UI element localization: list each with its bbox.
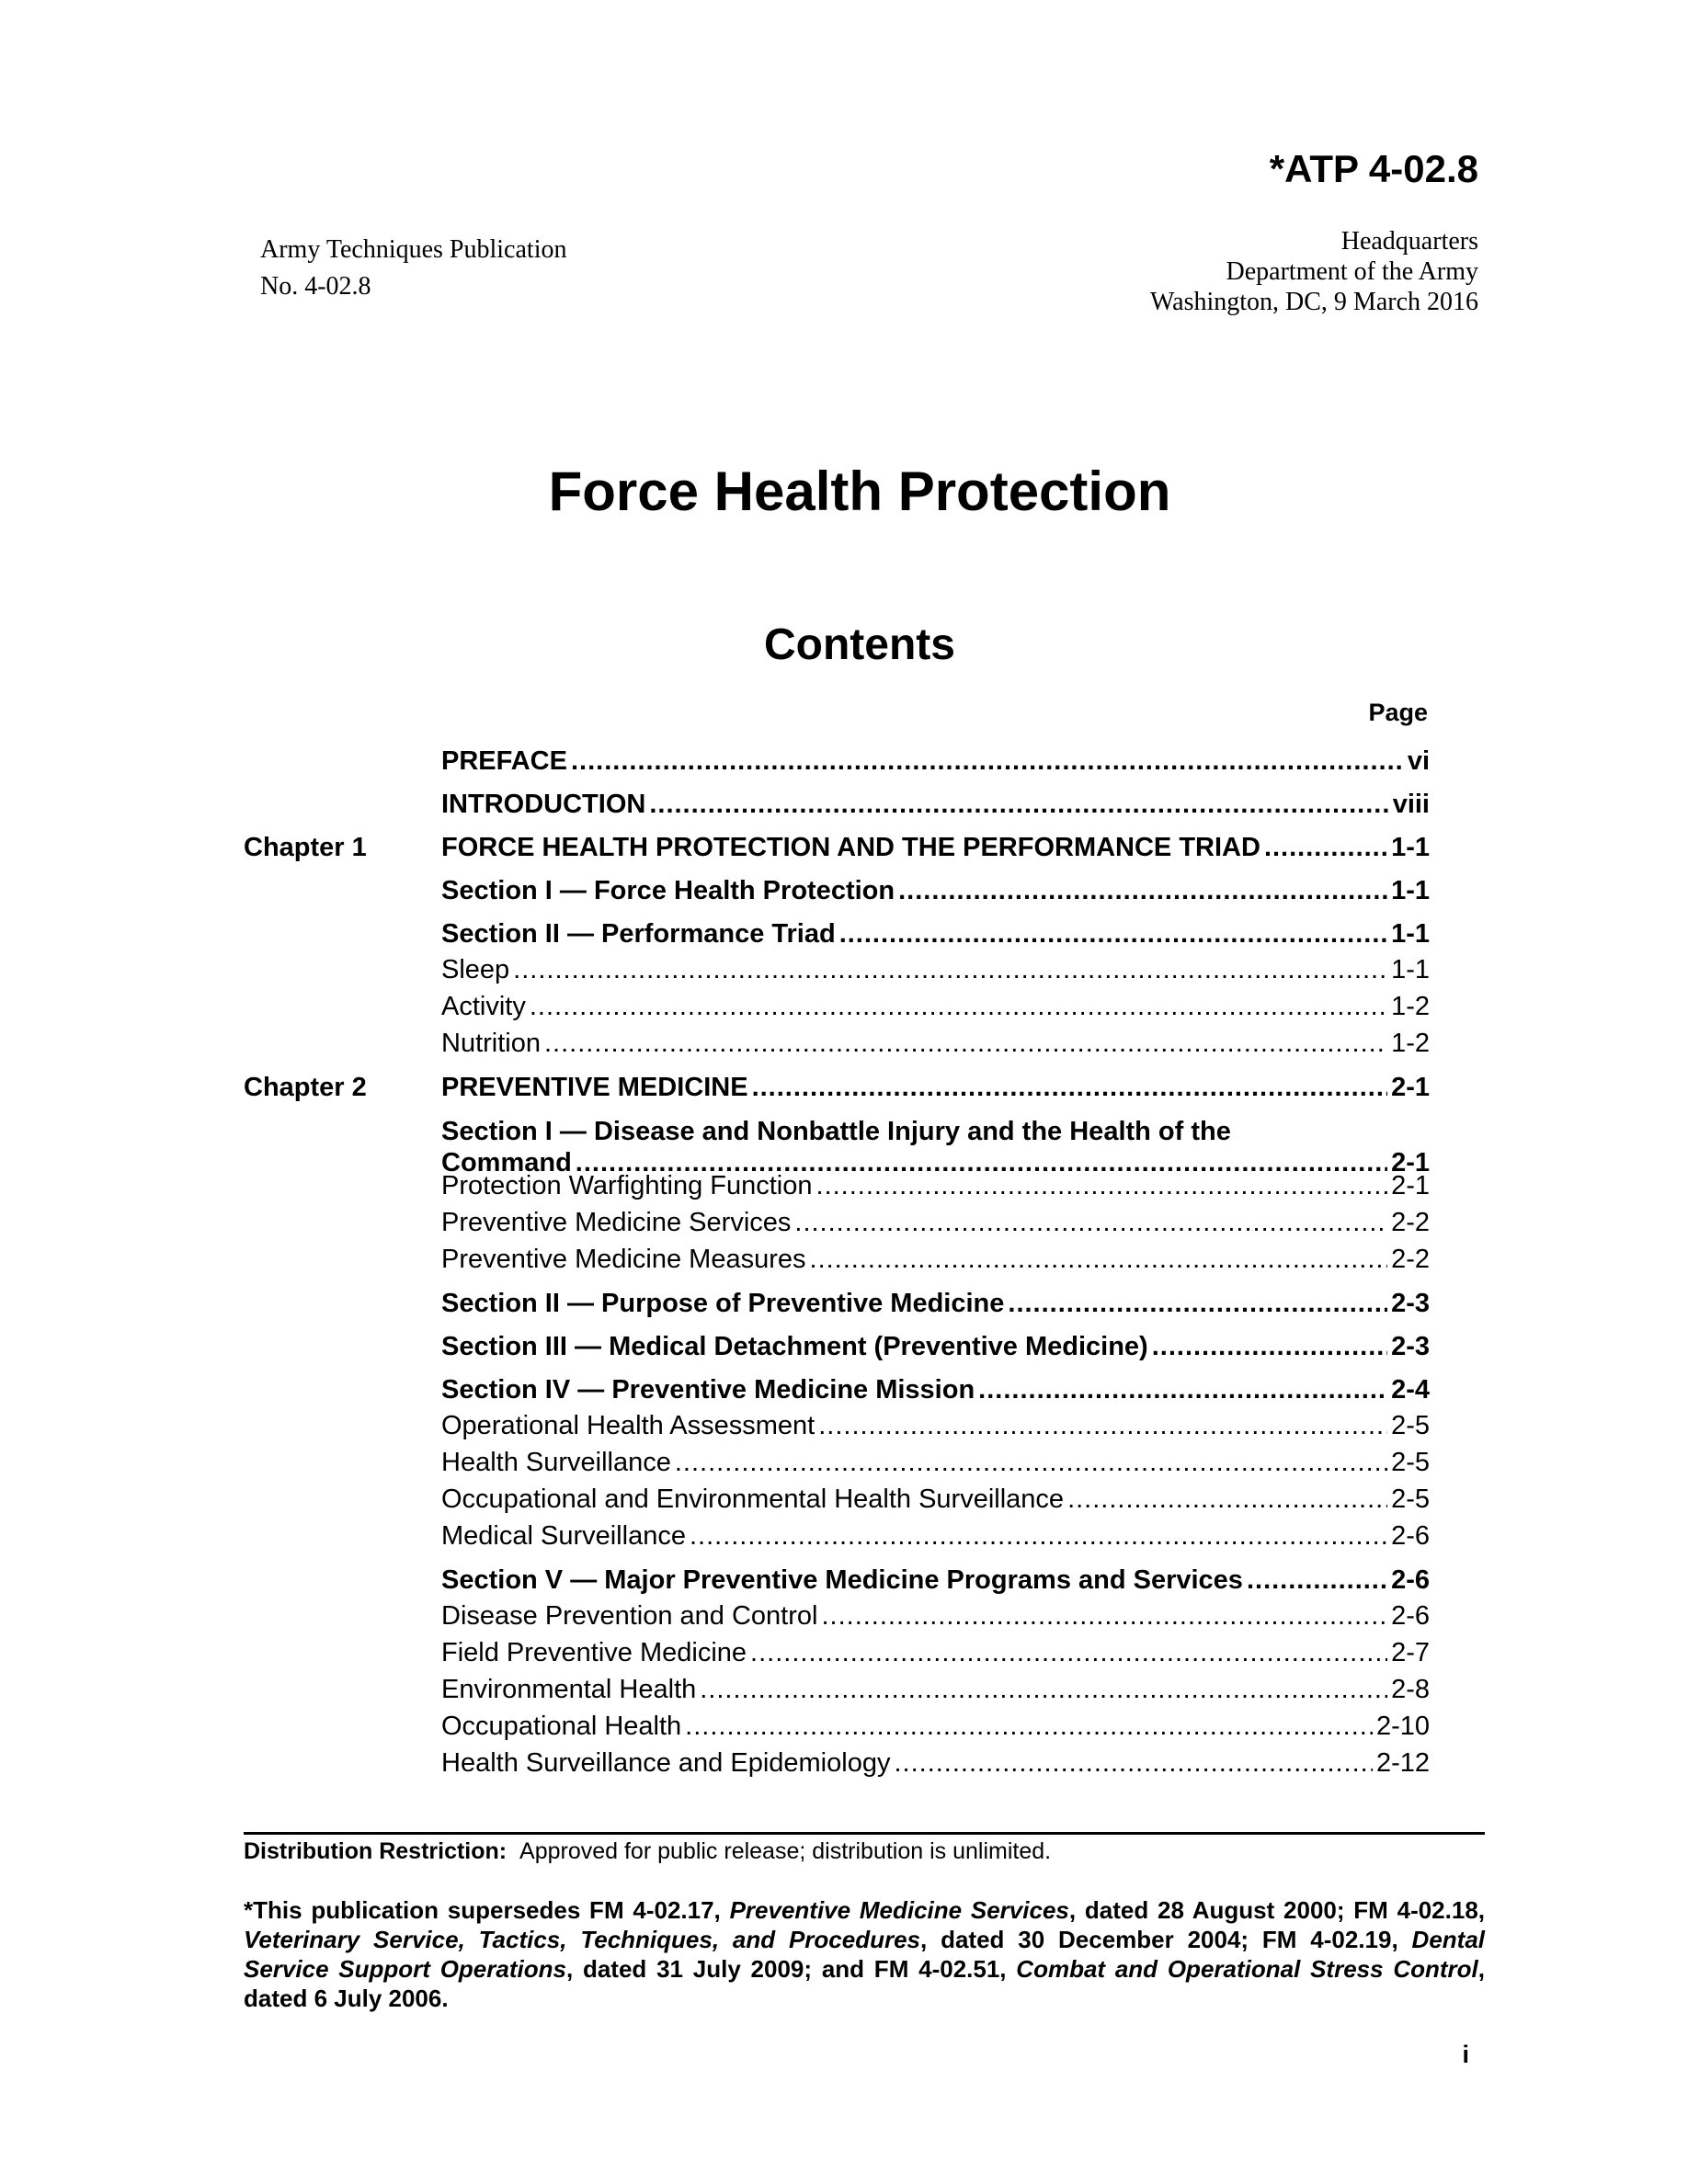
distribution-restriction	[244, 1838, 1051, 1865]
issuing-authority	[1150, 226, 1478, 317]
supersede-title: Veterinary Service, Tactics, Techniques, and Procedures	[244, 1926, 921, 1953]
toc-entry[interactable]	[244, 1241, 1430, 1278]
publication-number: No. 4-02.8	[260, 272, 371, 301]
distribution-text: Approved for public release; distribution is unlimited.	[519, 1838, 1052, 1864]
dot-leader	[810, 1245, 1388, 1275]
toc-page-number: 2-3	[1391, 1332, 1430, 1361]
footer-divider	[244, 1832, 1485, 1835]
toc-entry[interactable]	[244, 1407, 1430, 1444]
dot-leader	[794, 1208, 1387, 1238]
department-label: Department of the Army	[1226, 257, 1478, 286]
toc-entry-title: INTRODUCTION	[441, 790, 646, 819]
dot-leader	[898, 876, 1387, 906]
toc-page-number: viii	[1392, 790, 1430, 819]
toc-page-number: 1-2	[1391, 992, 1430, 1021]
toc-page-number: 2-6	[1391, 1565, 1430, 1595]
toc-page-number: 2-5	[1391, 1484, 1430, 1514]
toc-entry-title: Sleep	[441, 955, 510, 984]
toc-page-number: 2-1	[1391, 1171, 1430, 1200]
toc-entry-title: Field Preventive Medicine	[441, 1638, 747, 1667]
toc-page-number: 2-3	[1391, 1289, 1430, 1318]
toc-entry[interactable]	[244, 1364, 1430, 1407]
toc-entry[interactable]	[244, 822, 1430, 865]
supersede-title: Combat and Operational Stress Control	[1016, 1955, 1478, 1983]
toc-entry[interactable]	[244, 1745, 1430, 1781]
toc-page-number: vi	[1407, 746, 1430, 776]
toc-page-number: 2-1	[1391, 1073, 1430, 1102]
document-id: *ATP 4-02.8	[1269, 147, 1478, 190]
toc-page-number: 2-1	[1391, 1148, 1430, 1177]
toc-entry-title: Section II — Purpose of Preventive Medicine	[441, 1289, 1005, 1318]
document-title: Force Health Protection	[548, 461, 1171, 522]
toc-entry[interactable]	[244, 1444, 1430, 1481]
toc-entry[interactable]	[244, 1167, 1430, 1204]
toc-page-number: 2-2	[1391, 1208, 1430, 1237]
place-date: Washington, DC, 9 March 2016	[1149, 288, 1478, 316]
toc-entry-title: Section V — Major Preventive Medicine Programs and Services	[441, 1565, 1243, 1595]
toc-chapter-label: Chapter 1	[244, 833, 367, 862]
dot-leader	[690, 1521, 1387, 1552]
toc-entry[interactable]	[244, 865, 1430, 908]
toc-page-number: 2-10	[1375, 1712, 1430, 1741]
toc-entry[interactable]	[244, 908, 1430, 951]
toc-entry-title: Section III — Medical Detachment (Preventive Medicine)	[441, 1332, 1148, 1361]
toc-entry-title: PREFACE	[441, 746, 567, 776]
toc-entry[interactable]	[244, 1204, 1430, 1241]
supersede-text: , dated 6 July 2006.	[244, 1955, 1485, 2012]
dot-leader	[1008, 1289, 1387, 1319]
toc-entry[interactable]	[244, 1278, 1430, 1321]
toc-entry-title: Health Surveillance	[441, 1448, 671, 1477]
supersede-title: Preventive Medicine Services	[729, 1896, 1069, 1924]
dot-leader	[649, 790, 1388, 820]
toc-entry-title: Activity	[441, 992, 526, 1021]
dot-leader	[1264, 833, 1387, 863]
toc-entry-title-continued: Command	[441, 1148, 572, 1177]
headquarters-label: Headquarters	[1340, 227, 1478, 256]
toc-page-number: 2-6	[1391, 1601, 1430, 1631]
page-number: i	[1462, 2041, 1469, 2068]
dot-leader	[894, 1748, 1372, 1779]
toc-entry-title: Section I — Disease and Nonbattle Injury and the Health of the	[441, 1117, 1231, 1146]
toc-entry[interactable]	[244, 1708, 1430, 1745]
toc-entry[interactable]	[244, 1518, 1430, 1554]
distribution-label: Distribution Restriction:	[244, 1838, 508, 1864]
toc-page-number: 1-1	[1391, 919, 1430, 949]
dot-leader	[821, 1601, 1387, 1632]
toc-entry[interactable]	[244, 1598, 1430, 1634]
toc-page-number: 1-1	[1391, 876, 1430, 905]
publication-type: Army Techniques Publication	[260, 235, 567, 264]
toc-page-number: 2-2	[1391, 1245, 1430, 1274]
toc-entry[interactable]	[244, 951, 1430, 988]
dot-leader	[750, 1638, 1387, 1668]
supersede-title: Dental Service Support Operations	[244, 1926, 1486, 1983]
page-column-label: Page	[1368, 699, 1428, 726]
dot-leader	[752, 1073, 1388, 1103]
toc-entry-title: FORCE HEALTH PROTECTION AND THE PERFORMANCE TRIAD	[441, 833, 1260, 862]
dot-leader	[816, 1171, 1388, 1201]
toc-entry[interactable]	[244, 735, 1430, 779]
supersede-text: , dated 28 August 2000; FM 4-02.18,	[1068, 1896, 1486, 1924]
toc-entry-title: Protection Warfighting Function	[441, 1171, 813, 1200]
toc-entry[interactable]	[244, 1062, 1430, 1105]
supersede-text: , dated 31 July 2009; and FM 4-02.51,	[565, 1955, 1017, 1983]
toc-entry-title: PREVENTIVE MEDICINE	[441, 1073, 748, 1102]
toc-entry-title: Environmental Health	[441, 1675, 697, 1704]
toc-entry-title: Nutrition	[441, 1029, 541, 1058]
toc-entry[interactable]	[244, 779, 1430, 822]
supersede-text: *This publication supersedes FM 4-02.17,	[244, 1896, 730, 1924]
toc-entry-title: Section I — Force Health Protection	[441, 876, 895, 905]
toc-entry[interactable]	[244, 1554, 1430, 1598]
publication-info	[260, 232, 566, 305]
toc-entry[interactable]	[244, 988, 1430, 1025]
toc-page-number: 1-1	[1391, 833, 1430, 862]
toc-entry-title: Health Surveillance and Epidemiology	[441, 1748, 891, 1778]
toc-page-number: 2-4	[1391, 1375, 1430, 1405]
toc-entry-title: Occupational Health	[441, 1712, 682, 1741]
dot-leader	[513, 955, 1387, 985]
toc-entry[interactable]	[244, 1481, 1430, 1518]
contents-heading: Contents	[764, 620, 955, 669]
toc-entry-title: Operational Health Assessment	[441, 1411, 815, 1440]
toc-entry[interactable]	[244, 1671, 1430, 1708]
toc-page-number: 2-5	[1391, 1448, 1430, 1477]
toc-entry-title: Occupational and Environmental Health Surveillance	[441, 1484, 1065, 1514]
dot-leader	[1247, 1565, 1387, 1596]
toc-entry[interactable]	[244, 1025, 1430, 1062]
toc-page-number: 1-1	[1391, 955, 1430, 984]
dot-leader	[530, 992, 1387, 1022]
dot-leader	[544, 1029, 1387, 1059]
supersede-text: , dated 30 December 2004; FM 4-02.19,	[920, 1926, 1412, 1953]
toc-page-number: 2-6	[1391, 1521, 1430, 1551]
toc-entry-title: Disease Prevention and Control	[441, 1601, 818, 1631]
dot-leader	[675, 1448, 1387, 1478]
dot-leader	[685, 1712, 1373, 1742]
toc-entry[interactable]	[244, 1634, 1430, 1671]
toc-page-number: 2-8	[1391, 1675, 1430, 1704]
dot-leader	[1152, 1332, 1387, 1362]
toc-entry-title: Medical Surveillance	[441, 1521, 686, 1551]
dot-leader	[978, 1375, 1387, 1405]
dot-leader	[839, 919, 1387, 950]
toc-page-number: 2-12	[1375, 1748, 1430, 1778]
dot-leader	[571, 746, 1404, 777]
toc-entry-title: Section II — Performance Triad	[441, 919, 836, 949]
toc-page-number: 2-7	[1391, 1638, 1430, 1667]
toc-entry[interactable]	[244, 1105, 1430, 1177]
toc-entry[interactable]	[244, 1321, 1430, 1364]
toc-page-number: 2-5	[1391, 1411, 1430, 1440]
table-of-contents	[244, 735, 1430, 1781]
toc-entry-title: Section IV — Preventive Medicine Mission	[441, 1375, 975, 1405]
toc-page-number: 1-2	[1391, 1029, 1430, 1058]
supersession-notice	[244, 1895, 1485, 2013]
dot-leader	[1067, 1484, 1387, 1515]
toc-entry-title: Preventive Medicine Services	[441, 1208, 792, 1237]
dot-leader	[818, 1411, 1387, 1441]
dot-leader	[700, 1675, 1387, 1705]
toc-chapter-label: Chapter 2	[244, 1073, 367, 1102]
toc-entry-title: Preventive Medicine Measures	[441, 1245, 806, 1274]
